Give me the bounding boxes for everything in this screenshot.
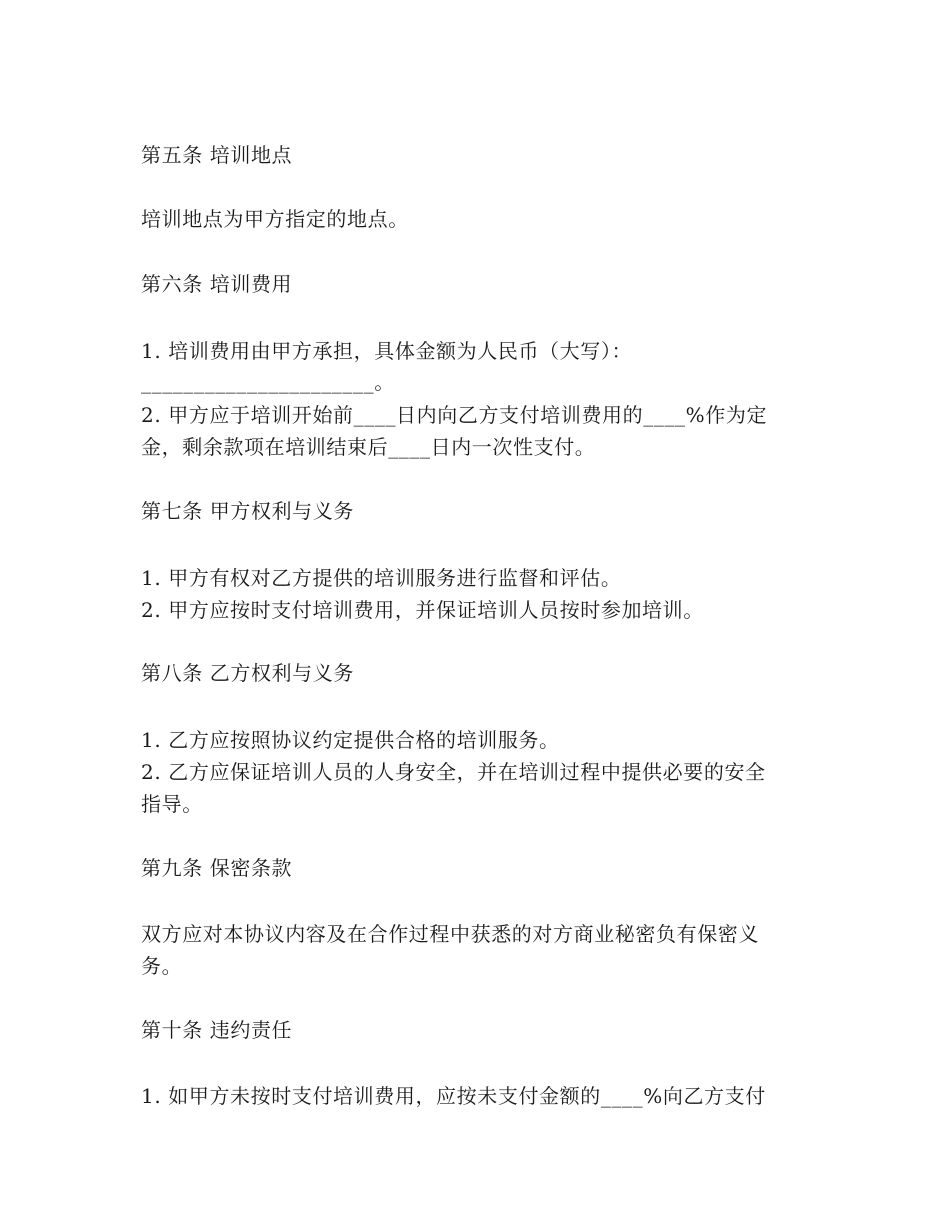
article-10-heading: 第十条 违约责任 — [141, 1018, 293, 1042]
article-6-item-2-line-2: 金，剩余款项在培训结束后____日内一次性支付。 — [141, 435, 596, 459]
article-8-item-1: 1. 乙方应按照协议约定提供合格的培训服务。 — [141, 728, 560, 752]
article-10-item-1-line-1: 1. 如甲方未按时支付培训费用，应按未支付金额的____%向乙方支付 — [141, 1084, 766, 1108]
article-6-item-2-line-1: 2. 甲方应于培训开始前____日内向乙方支付培训费用的____%作为定 — [141, 403, 768, 427]
article-7-item-1: 1. 甲方有权对乙方提供的培训服务进行监督和评估。 — [141, 566, 622, 590]
article-9-body-line-2: 务。 — [141, 954, 183, 978]
article-9-heading: 第九条 保密条款 — [141, 856, 293, 880]
article-7-item-2: 2. 甲方应按时支付培训费用，并保证培训人员按时参加培训。 — [141, 598, 704, 622]
article-7-heading: 第七条 甲方权利与义务 — [141, 499, 354, 523]
article-8-heading: 第八条 乙方权利与义务 — [141, 661, 354, 685]
article-6-heading: 第六条 培训费用 — [141, 272, 293, 296]
article-5-body: 培训地点为甲方指定的地点。 — [141, 207, 409, 231]
article-6-item-1-line-1: 1. 培训费用由甲方承担，具体金额为人民币（大写）： — [141, 339, 633, 363]
article-9-body-line-1: 双方应对本协议内容及在合作过程中获悉的对方商业秘密负有保密义 — [141, 922, 759, 946]
article-5-heading: 第五条 培训地点 — [141, 143, 293, 167]
article-8-item-2-line-1: 2. 乙方应保证培训人员的人身安全，并在培训过程中提供必要的安全 — [141, 760, 766, 784]
article-6-item-1-line-2: ______________________。 — [141, 370, 395, 394]
article-8-item-2-line-2: 指导。 — [141, 792, 203, 816]
